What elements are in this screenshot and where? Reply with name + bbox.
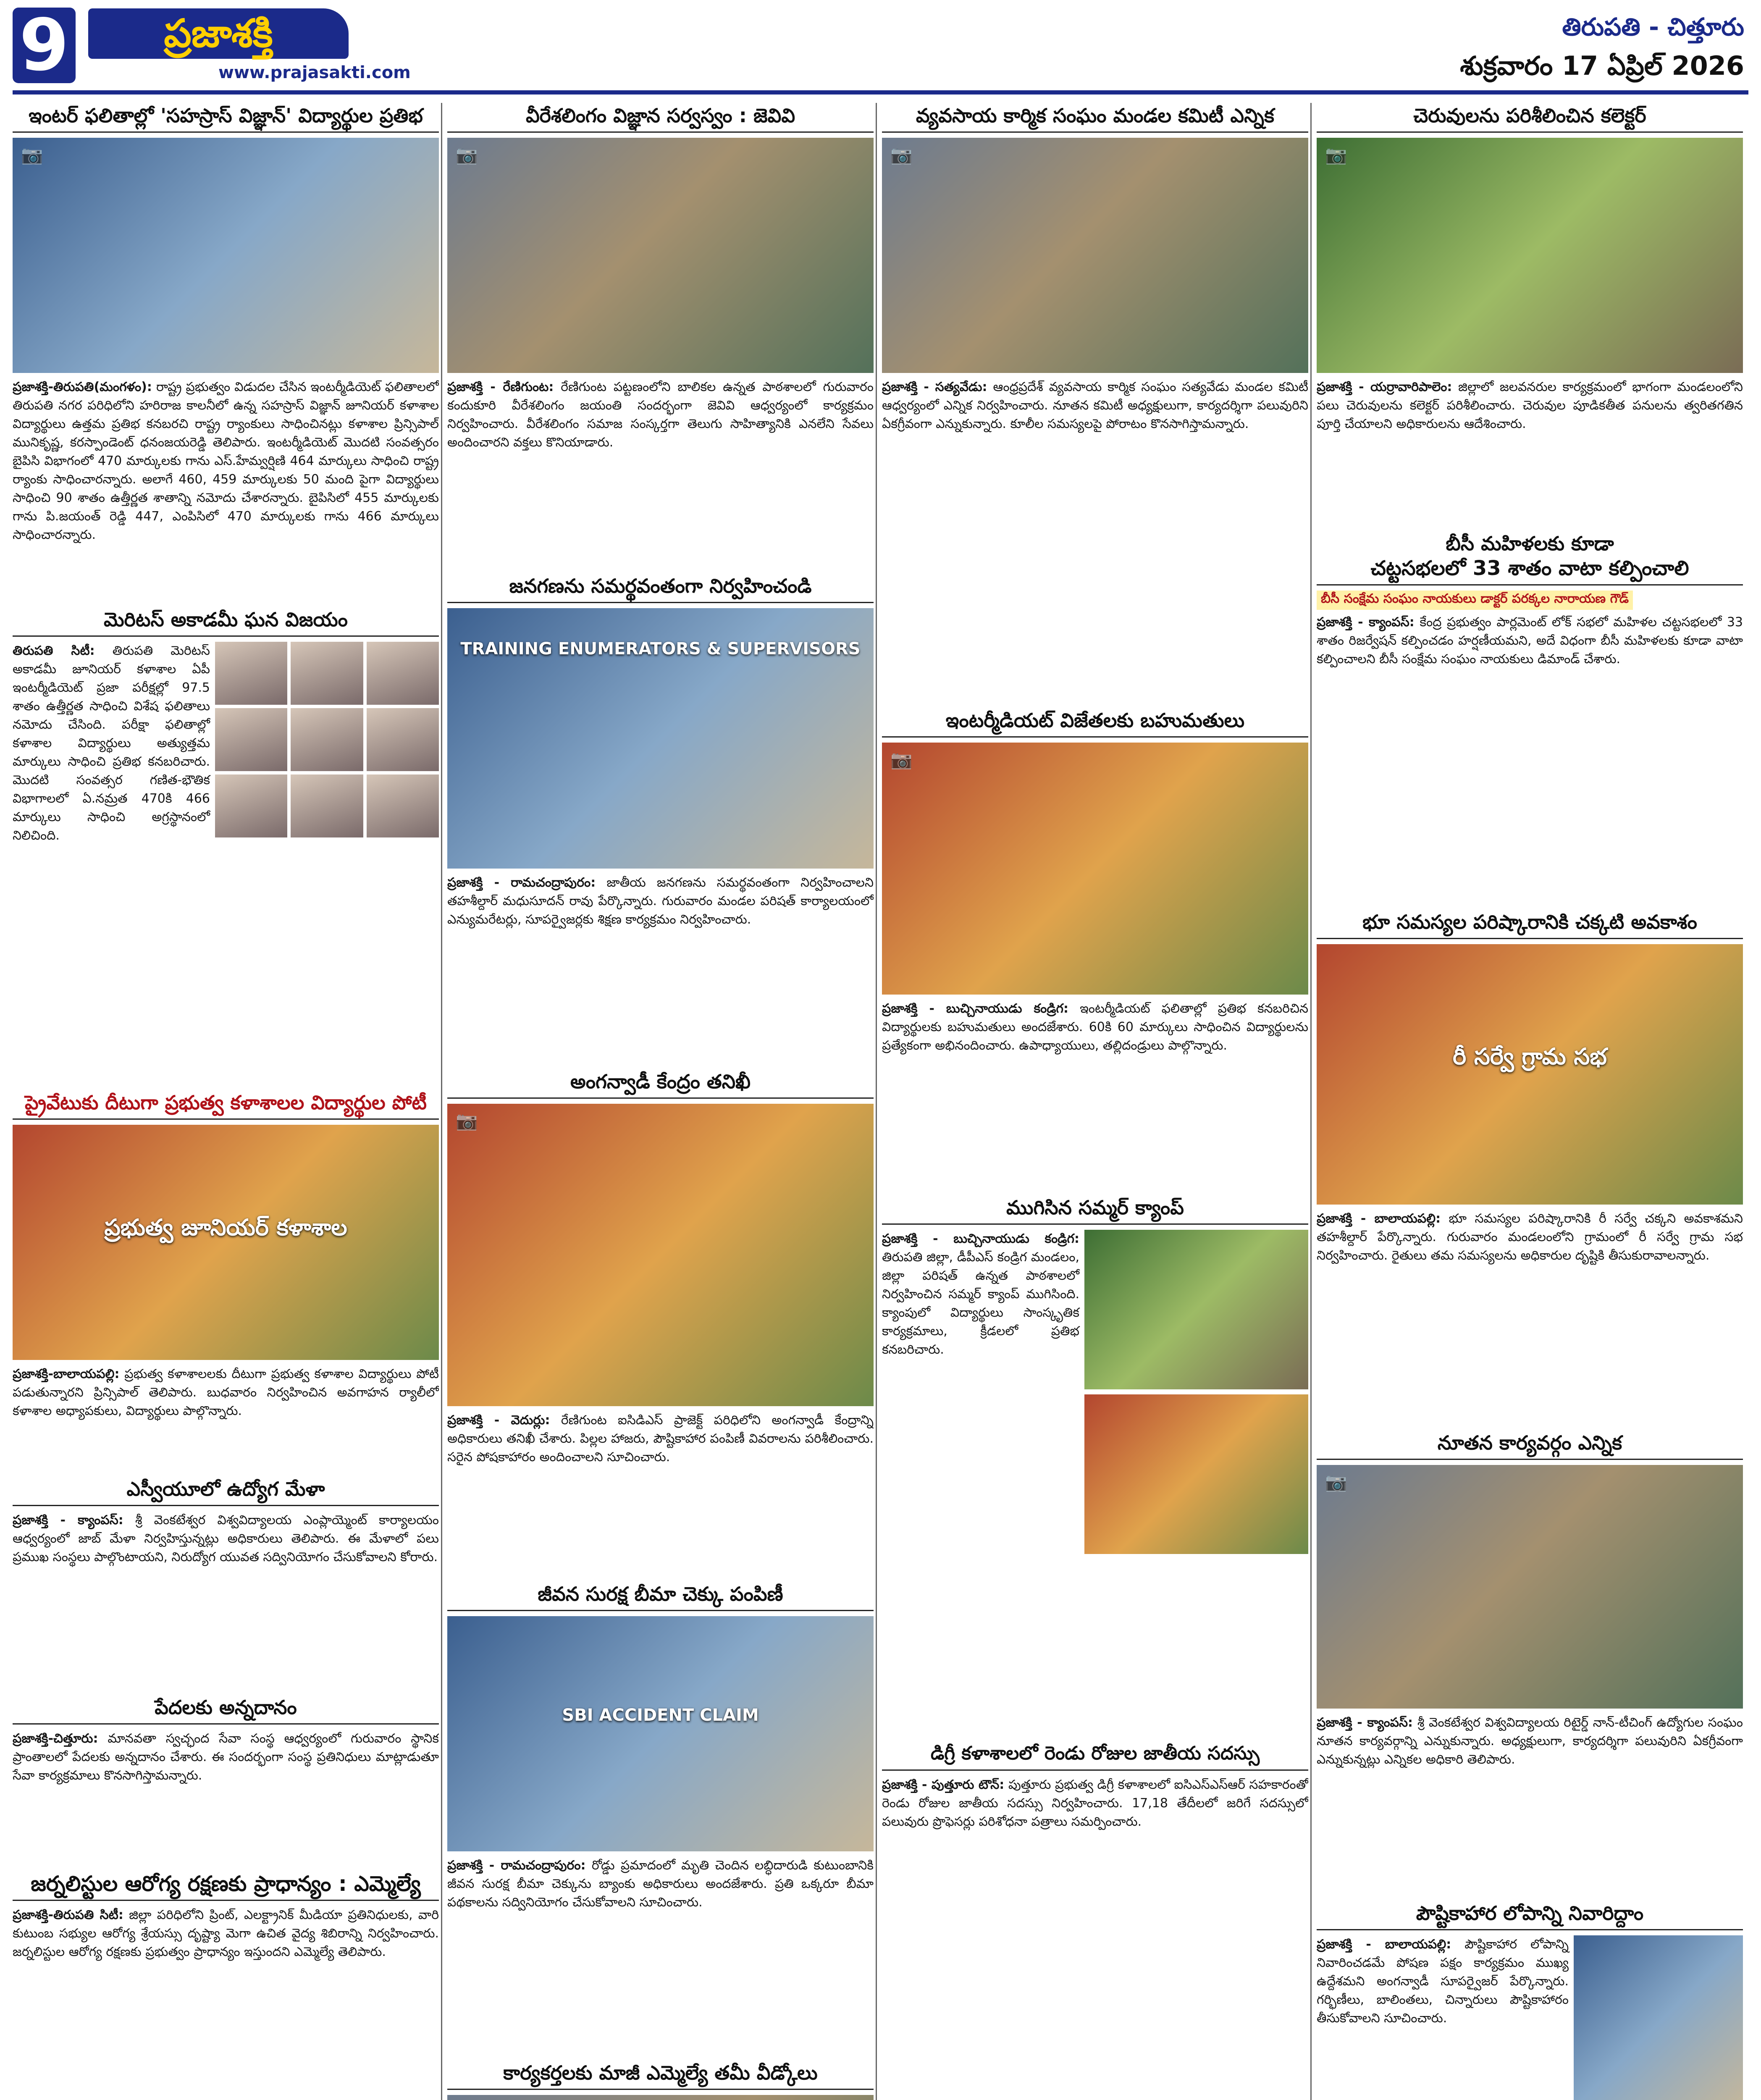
story-annadanam xyxy=(13,1695,439,1863)
story-census-training xyxy=(447,573,874,1060)
headline: ఇంటర్ ఫలితాల్లో 'సహస్రాస్ విజ్ఞాన్' విద్యార్థుల ప్రతిభ xyxy=(13,103,439,133)
story-bc-women-quota xyxy=(1317,531,1743,901)
headline: ప్రైవేటుకు దీటుగా ప్రభుత్వ కళాశాలల విద్యార్థుల పోటీ xyxy=(13,1090,439,1120)
article-body xyxy=(13,1906,439,1961)
dateline: ప్రజాశక్తి - బుచ్చినాయుడు కండ్రిగ: xyxy=(882,1231,1079,1246)
headline: జనగణను సమర్థవంతంగా నిర్వహించండి xyxy=(447,573,874,603)
dateline: ప్రజాశక్తి-తిరుపతి(మంగళం): xyxy=(13,380,152,394)
article-body xyxy=(447,378,874,452)
dateline: ప్రజాశక్తి - రామచంద్రాపురం: xyxy=(447,1858,586,1873)
story-veereshalingam xyxy=(447,103,874,565)
dateline: తిరుపతి సిటీ: xyxy=(13,643,95,658)
article-text: జిల్లా పరిధిలోని ప్రింట్, ఎలక్ట్రానిక్ మీడియా ప్రతినిధులకు, వారి కుటుంబ సభ్యుల ఆరోగ్య శ్రేయస్సు దృష్ట్యా మెగా ఉచిత వైద్య శిబిరాన్ని నిర్వహించారు. జర్నలిస్టుల ఆరోగ్య రక్షణకు ప్రభుత్వం ప్రాధాన్యం ఇస్తుందని ఎమ్మెల్యే తెలిపారు. xyxy=(13,1908,439,1959)
student-photo xyxy=(367,642,439,705)
article-body xyxy=(1317,613,1743,669)
story-anganwadi xyxy=(447,1069,874,1573)
dateline: ప్రజాశక్తి - రేణిగుంట: xyxy=(447,380,554,394)
student-photo xyxy=(291,642,363,705)
article-text: రేణిగుంట పట్టణంలోని బాలికల ఉన్నత పాఠశాలలో గురువారం కందుకూరి వీరేశలింగం జయంతి సందర్భంగా జెవివి ఆధ్వర్యంలో కార్యక్రమం నిర్వహించారు. వీరేశలింగం సమాజ సంస్కర్తగా తెలుగు సాహిత్యానికి ఎనలేని సేవలు అందించారని వక్తలు కొనియాడారు. xyxy=(447,380,874,450)
student-photos xyxy=(215,642,439,845)
article-body xyxy=(13,642,210,845)
article-text: ప్రభుత్వ కళాశాలలకు దీటుగా ప్రభుత్వ కళాశాల విద్యార్థులు పోటీ పడుతున్నారని ప్రిన్సిపాల్ తెలిపారు. బుధవారం నిర్వహించిన అవగాహన ర్యాలీలో కళాశాల అధ్యాపకులు, విద్యార్థులు పాల్గొన్నారు. xyxy=(13,1367,439,1418)
story-activists-farewell xyxy=(447,2060,874,2100)
student-photo xyxy=(215,774,287,837)
kicker-badge: బీసీ సంక్షేమ సంఘం నాయకులు డాక్టర్ పరక్కల నారాయణ గౌడ్ xyxy=(1317,591,1633,610)
headline: జర్నలిస్టుల ఆరోగ్య రక్షణకు ప్రాధాన్యం : ఎమ్మెల్యే xyxy=(13,1871,439,1901)
dateline: ప్రజాశక్తి - యర్రావారిపాలెం: xyxy=(1317,380,1452,394)
article-text: పుత్తూరు ప్రభుత్వ డిగ్రీ కళాశాలలో ఐసిఎస్ఎస్ఆర్ సహకారంతో రెండు రోజుల జాతీయ సదస్సు నిర్వహించారు. 17,18 తేదీలలో జరిగే సదస్సులో పలువురు ప్రొఫెసర్లు పరిశోధనా పత్రాలు సమర్పించారు. xyxy=(882,1777,1308,1829)
camera-icon: 📷 xyxy=(1325,144,1347,165)
article-text: తిరుపతి మెరిటస్ అకాడమీ జూనియర్ కళాశాల ఏపీ ఇంటర్మీడియెట్ ప్రజా పరీక్షల్లో 97.5 శాతం ఉత్తీర్ణత సాధించి విశేష ఫలితాలు నమోదు చేసింది. పరీక్షా ఫలితాల్లో కళాశాల విద్యార్థులు అత్యుత్తమ మార్కులు సాధించి ప్రతిభ కనబరిచారు. మొదటి సంవత్సర గణిత-భౌతిక విభాగాలలో ఏ.నమ్రత 470కి 466 మార్కులు సాధించి అగ్రస్థానంలో నిలిచింది. xyxy=(13,643,210,843)
story-new-committee xyxy=(1317,1430,1743,1892)
article-text: రోడ్డు ప్రమాదంలో మృతి చెందిన లబ్ధిదారుడి కుటుంబానికి జీవన సురక్ష బీమా చెక్కును బ్యాంకు అధికారులు అందజేశారు. ప్రతి ఒక్కరూ బీమా పథకాలను సద్వినియోగం చేసుకోవాలని సూచించారు. xyxy=(447,1858,874,1910)
article-body xyxy=(13,1365,439,1420)
headline: జీవన సురక్ష బీమా చెక్కు పంపిణీ xyxy=(447,1581,874,1611)
student-photo xyxy=(215,708,287,771)
photo xyxy=(13,1125,439,1360)
article-text: జిల్లాలో జలవనరుల కార్యక్రమంలో భాగంగా మండలంలోని పలు చెరువులను కలెక్టర్ పరిశీలించారు. చెరువుల పూడికతీత పనులను త్వరితగతిన పూర్తి చేయాలని అధికారులను ఆదేశించారు. xyxy=(1317,380,1743,431)
dateline: ప్రజాశక్తి - పుత్తూరు టౌన్: xyxy=(882,1777,1005,1792)
camera-icon: 📷 xyxy=(890,144,913,165)
headline: పేదలకు అన్నదానం xyxy=(13,1695,439,1725)
banner-text: ప్రభుత్వ జూనియర్ కళాశాల xyxy=(104,1214,347,1241)
photo xyxy=(447,2095,874,2100)
headline: నూతన కార్యవర్గం ఎన్నిక xyxy=(1317,1430,1743,1460)
dateline: ప్రజాశక్తి - క్యాంపస్: xyxy=(13,1513,123,1528)
photo xyxy=(1317,1465,1743,1709)
dateline: ప్రజాశక్తి-బాలాయపల్లి: xyxy=(13,1367,120,1381)
student-photo xyxy=(291,708,363,771)
headline-line-2: చట్టసభలలో 33 శాతం వాటా కల్పించాలి xyxy=(1317,556,1743,585)
headline: మెరిటస్ అకాడమీ ఘన విజయం xyxy=(13,607,439,637)
photo xyxy=(882,138,1308,373)
edition-date: శుక్రవారం 17 ఏప్రిల్ 2026 xyxy=(1460,50,1744,81)
dateline: ప్రజాశక్తి - క్యాంపస్: xyxy=(1317,1715,1413,1730)
camera-icon: 📷 xyxy=(456,1110,478,1131)
story-nutrition xyxy=(1317,1900,1743,2100)
story-land-resurvey xyxy=(1317,909,1743,1422)
article-text: కేంద్ర ప్రభుత్వం పార్లమెంట్ లోక్ సభలో మహిళల చట్టసభలలో 33 శాతం రిజర్వేషన్ కల్పించడం హర్షణీయమని, అదే విధంగా బీసీ మహిళలకు కూడా వాటా కల్పించాలని బీసీ సంక్షేమ సంఘం నాయకులు డిమాండ్ చేశారు. xyxy=(1317,615,1743,667)
dateline: ప్రజాశక్తి - వెదుర్లు: xyxy=(447,1413,550,1428)
student-photo xyxy=(291,774,363,837)
article-body xyxy=(882,1230,1079,1559)
article-text: ఇంటర్మీడియట్ ఫలితాల్లో ప్రతిభ కనబరిచిన విద్యార్థులకు బహుమతులు అందజేశారు. 60కి 60 మార్కులు సాధించిన విద్యార్థులను ప్రత్యేకంగా అభినందించారు. ఉపాధ్యాయులు, తల్లిదండ్రులు పాల్గొన్నారు. xyxy=(882,1001,1308,1053)
story-collector-tanks xyxy=(1317,103,1743,523)
student-photo xyxy=(367,708,439,771)
headline: ముగిసిన సమ్మర్ క్యాంప్ xyxy=(882,1195,1308,1225)
column-divider xyxy=(441,103,442,2100)
photo xyxy=(882,743,1308,995)
photo xyxy=(1084,1394,1308,1554)
article-body xyxy=(13,378,439,544)
camera-icon: 📷 xyxy=(1325,1472,1347,1492)
article-body xyxy=(447,1411,874,1467)
article-text: జాతీయ జనగణను సమర్థవంతంగా నిర్వహించాలని తహశీల్దార్ మధుసూదన్ రావు పేర్కొన్నారు. గురువారం మండల పరిషత్ కార్యాలయంలో ఎన్యుమరేటర్లు, సూపర్వైజర్లకు శిక్షణ కార్యక్రమం నిర్వహించారు. xyxy=(447,875,874,927)
dateline: ప్రజాశక్తి - రామచంద్రాపురం: xyxy=(447,875,596,890)
dateline: ప్రజాశక్తి - బాలాయపల్లి: xyxy=(1317,1211,1441,1226)
photo-stack xyxy=(1084,1230,1308,1559)
dateline: ప్రజాశక్తి - బుచ్చినాయుడు కండ్రిగ: xyxy=(882,1001,1069,1016)
story-meritus xyxy=(13,607,439,1082)
banner-text: రీ సర్వే గ్రామ సభ xyxy=(1453,1043,1607,1070)
article-text: ఆంధ్రప్రదేశ్ వ్యవసాయ కార్మిక సంఘం సత్యవేడు మండల కమిటీ ఆధ్వర్యంలో ఎన్నిక నిర్వహించారు. నూతన కమిటీ అధ్యక్షులుగా, కార్యదర్శిగా పలువురిని ఏకగ్రీవంగా ఎన్నుకున్నారు. కూలీల సమస్యలపై పోరాటం కొనసాగిస్తామన్నారు. xyxy=(882,380,1308,431)
article-body xyxy=(1317,1935,1569,2100)
dateline: ప్రజాశక్తి - సత్యవేడు: xyxy=(882,380,987,394)
article-text: తిరుపతి జిల్లా, డీపీఎస్ కండ్రిగ మండలం, జిల్లా పరిషత్ ఉన్నత పాఠశాలలో నిర్వహించిన సమ్మర్ క్యాంప్ ముగిసింది. క్యాంపులో విద్యార్థులు సాంస్కృతిక కార్యక్రమాలు, క్రీడలలో ప్రతిభ కనబరిచారు. xyxy=(882,1250,1079,1357)
student-photo xyxy=(215,642,287,705)
dateline: ప్రజాశక్తి - బాలాయపల్లి: xyxy=(1317,1937,1451,1952)
headline: అంగన్వాడీ కేంద్రం తనిఖీ xyxy=(447,1069,874,1099)
story-sahasras xyxy=(13,103,439,598)
banner-text: SBI ACCIDENT CLAIM xyxy=(562,1705,759,1725)
article-text: మానవతా స్వచ్ఛంద సేవా సంస్థ ఆధ్వర్యంలో గురువారం స్థానిక ప్రాంతాలలో పేదలకు అన్నదానం చేశారు. ఈ సందర్భంగా సంస్థ ప్రతినిధులు మాట్లాడుతూ సేవా కార్యక్రమాలు కొనసాగిస్తామన్నారు. xyxy=(13,1731,439,1783)
student-photo xyxy=(367,774,439,837)
article-text: భూ సమస్యల పరిష్కారానికి రీ సర్వే చక్కని అవకాశమని తహశీల్దార్ పేర్కొన్నారు. గురువారం మండలంలోని గ్రామంలో రీ సర్వే గ్రామ సభ నిర్వహించారు. రైతులు తమ సమస్యలను అధికారుల దృష్టికి తీసుకురావాలన్నారు. xyxy=(1317,1211,1743,1263)
camera-icon: 📷 xyxy=(456,144,478,165)
article-body xyxy=(882,1000,1308,1055)
headline: డిగ్రీ కళాశాలలో రెండు రోజుల జాతీయ సదస్సు xyxy=(882,1741,1308,1771)
masthead xyxy=(0,0,1761,97)
photo xyxy=(447,138,874,373)
article-body xyxy=(13,1730,439,1785)
edition-region: తిరుపతి - చిత్తూరు xyxy=(1562,13,1744,41)
article-text: రేణిగుంట ఐసిడిఎస్ ప్రాజెక్ట్ పరిధిలోని అంగన్వాడీ కేంద్రాన్ని అధికారులు తనిఖీ చేశారు. పిల్లల హాజరు, పౌష్టికాహార పంపిణీ వివరాలను పరిశీలించారు. సరైన పోషకాహారం అందించాలని సూచించారు. xyxy=(447,1413,874,1465)
headline: చెరువులను పరిశీలించిన కలెక్టర్ xyxy=(1317,103,1743,133)
banner-text: TRAINING ENUMERATORS & SUPERVISORS xyxy=(460,639,861,659)
article-body xyxy=(447,1856,874,1912)
story-insurance-cheque xyxy=(447,1581,874,2052)
masthead-rule xyxy=(13,90,1748,94)
photo xyxy=(1574,1935,1743,2100)
photo xyxy=(447,608,874,869)
headline: భూ సమస్యల పరిష్కారానికి చక్కటి అవకాశం xyxy=(1317,909,1743,939)
page-number: 9 xyxy=(13,8,76,83)
article-body xyxy=(882,1776,1308,1831)
dateline: ప్రజాశక్తి - క్యాంపస్: xyxy=(1317,615,1415,630)
article-body xyxy=(882,378,1308,433)
story-inter-winners xyxy=(882,708,1308,1186)
article-body xyxy=(1317,1210,1743,1265)
photo xyxy=(1317,944,1743,1205)
photo xyxy=(447,1616,874,1851)
headline: ఇంటర్మీడియట్ విజేతలకు బహుమతులు xyxy=(882,708,1308,738)
photo xyxy=(1084,1230,1308,1389)
newspaper-logo: ప్రజాశక్తి xyxy=(88,8,349,59)
story-summer-camp xyxy=(882,1195,1308,1732)
story-journalists-health xyxy=(13,1871,439,2100)
story-national-seminar xyxy=(882,1741,1308,2100)
photo xyxy=(13,138,439,373)
article-text: పౌష్టికాహార లోపాన్ని నివారించడమే పోషణ పక్షం కార్యక్రమం ముఖ్య ఉద్దేశమని అంగన్వాడీ సూపర్వైజర్ పేర్కొన్నారు. గర్భిణీలు, బాలింతలు, చిన్నారులు పౌష్టికాహారం తీసుకోవాలని సూచించారు. xyxy=(1317,1937,1569,2026)
article-text: శ్రీ వెంకటేశ్వర విశ్వవిద్యాలయ ఎంప్లాయ్మెంట్ కార్యాలయం ఆధ్వర్యంలో జాబ్ మేళా నిర్వహిస్తున్నట్లు అధికారులు తెలిపారు. ఈ మేళాలో పలు ప్రముఖ సంస్థలు పాల్గొంటాయని, నిరుద్యోగ యువత సద్వినియోగం చేసుకోవాలని కోరారు. xyxy=(13,1513,439,1564)
article-text: శ్రీ వెంకటేశ్వర విశ్వవిద్యాలయ రిటైర్డ్ నాన్-టీచింగ్ ఉద్యోగుల సంఘం నూతన కార్యవర్గాన్ని ఎన్నుకున్నారు. అధ్యక్షులుగా, కార్యదర్శిగా పలువురిని ఏకగ్రీవంగా ఎన్నుకున్నట్లు ఎన్నికల అధికారి తెలిపారు. xyxy=(1317,1715,1743,1767)
column-divider xyxy=(1310,103,1312,2100)
article-body xyxy=(13,1511,439,1567)
website-url: www.prajasakti.com xyxy=(218,63,411,82)
article-body xyxy=(1317,378,1743,433)
article-body xyxy=(447,874,874,929)
headline-line-1: బీసీ మహిళలకు కూడా xyxy=(1446,532,1614,555)
article-body xyxy=(1317,1714,1743,1769)
camera-icon: 📷 xyxy=(21,144,43,165)
headline: కార్యకర్తలకు మాజీ ఎమ్మెల్యే తమీ వీడ్కోలు xyxy=(447,2060,874,2090)
photo xyxy=(447,1104,874,1406)
photo xyxy=(1317,138,1743,373)
headline: ఎస్వీయూలో ఉద్యోగ మేళా xyxy=(13,1476,439,1506)
dateline: ప్రజాశక్తి-తిరుపతి సిటీ: xyxy=(13,1908,123,1922)
story-job-mela xyxy=(13,1476,439,1686)
column-divider xyxy=(876,103,877,2100)
headline: పౌష్టికాహార లోపాన్ని నివారిద్దాం xyxy=(1317,1900,1743,1930)
story-govt-college xyxy=(13,1090,439,1468)
headline: వీరేశలింగం విజ్ఞాన సర్వస్వం : జెవివి xyxy=(447,103,874,133)
article-text: రాష్ట్ర ప్రభుత్వం విడుదల చేసిన ఇంటర్మీడియెట్ ఫలితాలలో తిరుపతి నగర పరిధిలోని హరిరాజ కాలనీలో ఉన్న సహస్రాస్ విజ్ఞాన్ జూనియర్ కళాశాల విద్యార్థులు ఉత్తమ ప్రతిభ కనబరచి రాష్ట్ర ర్యాంకులు సాధించినట్లు కళాశాల ప్రిన్సిపాల్ మునికృష్ణ, కరస్పాండెంట్ ధనంజయరెడ్డి తెలిపారు. ఇంటర్మీడియెట్ మొదటి సంవత్సరం బైపిసి విభాగంలో 470 మార్కులకు గాను ఎస్.హేమ్వర్షిణి 464 మార్కులు సాధించి రాష్ట్ర ర్యాంకు సాధించారన్నారు. అలాగే 460, 459 మార్కులకు 50 మంది పైగా విద్యార్థులు సాధించి 90 శాతం ఉత్తీర్ణత శాతాన్ని నమోదు చేశారన్నారు. బైపిసిలో 455 మార్కులకు గాను పి.జయంత్ రెడ్డి 447, ఎంపిసిలో 470 మార్కులకు గాను 466 మార్కులు సాధించారన్నారు. xyxy=(13,380,439,542)
headline: వ్యవసాయ కార్మిక సంఘం మండల కమిటీ ఎన్నిక xyxy=(882,103,1308,133)
camera-icon: 📷 xyxy=(890,749,913,770)
story-agri-workers xyxy=(882,103,1308,699)
dateline: ప్రజాశక్తి-చిత్తూరు: xyxy=(13,1731,98,1746)
